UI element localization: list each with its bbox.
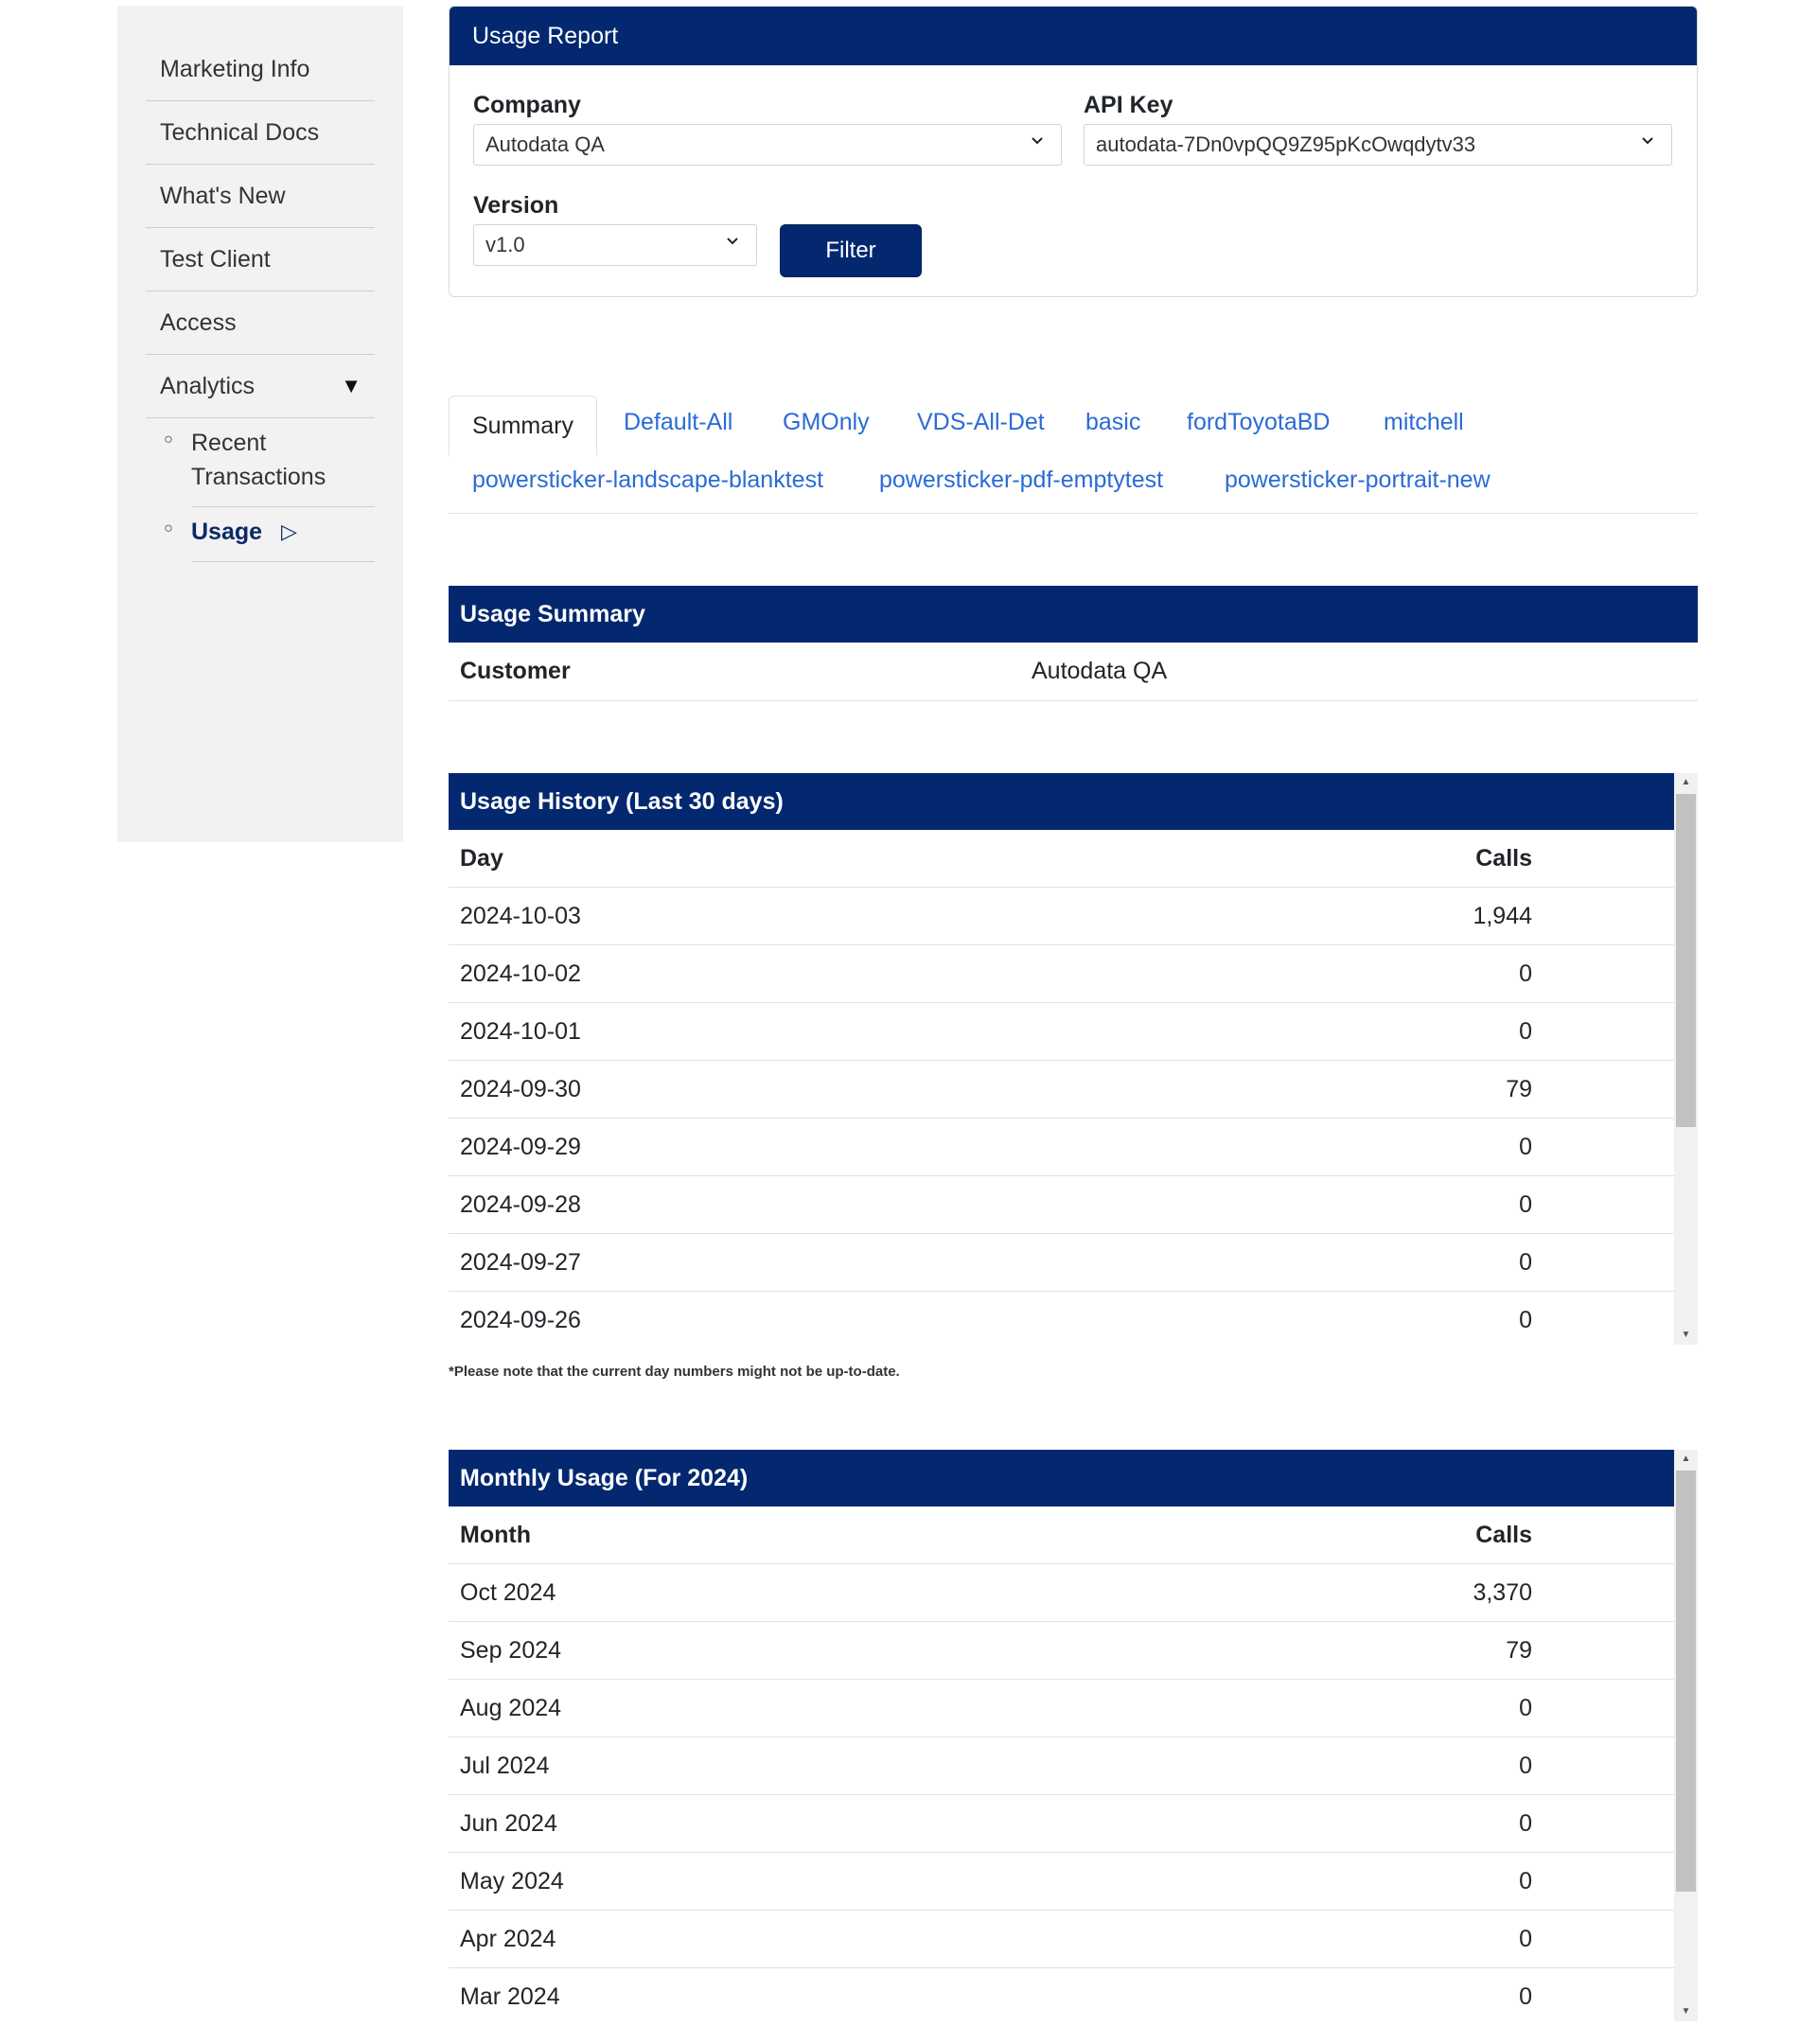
monthly-usage-table[interactable] [449, 1450, 1698, 2021]
config-tabs [449, 396, 1698, 514]
tab-default-all[interactable]: Default-All [624, 409, 733, 435]
sidebar-item-marketing-info[interactable] [146, 38, 375, 101]
tab-summary[interactable]: Summary [449, 396, 597, 456]
monthly-usage-scroll-area [449, 1450, 1674, 2021]
card-title: Usage Report [450, 7, 1697, 65]
tab-fordtoyotabd[interactable]: fordToyotaBD [1187, 409, 1331, 435]
tab-powersticker-portrait-new[interactable]: powersticker-portrait-new [1225, 467, 1491, 493]
scrollbar-thumb[interactable] [1676, 794, 1696, 1127]
scroll-down-icon[interactable]: ▼ [1681, 1330, 1691, 1340]
cell-calls: 1,944 [1473, 902, 1532, 929]
cell-calls: 0 [1519, 1306, 1532, 1333]
cell-month: Jun 2024 [460, 1809, 557, 1837]
column-header-month: Month [460, 1521, 531, 1548]
cell-day: 2024-09-30 [460, 1075, 581, 1102]
cell-calls: 0 [1519, 1133, 1532, 1160]
sidebar-item-analytics[interactable] [146, 355, 375, 418]
cell-calls: 79 [1506, 1075, 1532, 1102]
filter-button[interactable]: Filter [780, 224, 922, 277]
cell-day: 2024-10-02 [460, 960, 581, 987]
cell-month: Oct 2024 [460, 1578, 556, 1606]
cell-calls: 0 [1519, 1017, 1532, 1045]
tab-gmonly[interactable]: GMOnly [783, 409, 870, 435]
usage-report-card [449, 6, 1698, 297]
version-label: Version [473, 192, 559, 219]
table-row [449, 945, 1674, 1003]
sidebar-item-label: Marketing Info [160, 55, 310, 82]
cell-calls: 79 [1506, 1636, 1532, 1664]
table-row [449, 1119, 1674, 1176]
sidebar-item-label: Technical Docs [160, 118, 320, 146]
chevron-down-icon [1641, 134, 1654, 148]
cell-day: 2024-10-01 [460, 1017, 581, 1045]
analytics-submenu [146, 418, 375, 562]
column-header-calls: Calls [1475, 844, 1532, 872]
version-select-value: v1.0 [485, 233, 525, 256]
scrollbar-thumb[interactable] [1676, 1471, 1696, 1892]
bullet-icon: ○ [164, 432, 173, 448]
cell-month: Apr 2024 [460, 1925, 556, 1952]
table-row [449, 1176, 1674, 1234]
sidebar-item-label: Access [160, 308, 237, 336]
usage-history-title: Usage History (Last 30 days) [449, 773, 1674, 830]
table-row [449, 1234, 1674, 1292]
monthly-usage-title: Monthly Usage (For 2024) [449, 1450, 1674, 1507]
company-label: Company [473, 92, 581, 118]
scrollbar[interactable] [1674, 1450, 1698, 2021]
table-header-row [449, 830, 1674, 888]
cell-calls: 0 [1519, 1982, 1532, 2010]
table-row [449, 1737, 1674, 1795]
table-row [449, 1622, 1674, 1680]
tab-powersticker-landscape-blanktest[interactable]: powersticker-landscape-blanktest [472, 467, 824, 493]
tab-mitchell[interactable]: mitchell [1384, 409, 1464, 435]
table-row [449, 1911, 1674, 1968]
cell-calls: 0 [1519, 1694, 1532, 1721]
bullet-icon: ○ [164, 520, 173, 537]
api-key-select-value: autodata-7Dn0vpQQ9Z95pKcOwqdytv33 [1096, 132, 1476, 156]
sidebar-item-whats-new[interactable] [146, 165, 375, 228]
column-header-day: Day [460, 844, 503, 872]
play-outline-icon: ▷ [281, 520, 297, 543]
table-row [449, 1795, 1674, 1853]
tab-powersticker-pdf-emptytest[interactable]: powersticker-pdf-emptytest [879, 467, 1164, 493]
cell-calls: 0 [1519, 960, 1532, 987]
table-row [449, 888, 1674, 945]
scroll-up-icon[interactable]: ▲ [1681, 1454, 1691, 1464]
cell-day: 2024-10-03 [460, 902, 581, 929]
sidebar-item-test-client[interactable] [146, 228, 375, 291]
customer-value: Autodata QA [1032, 658, 1168, 684]
sidebar-subitem-label: Recent Transactions [191, 430, 326, 490]
table-row [449, 1680, 1674, 1737]
table-row [449, 1564, 1674, 1622]
table-row [449, 1292, 1674, 1345]
sidebar-item-technical-docs[interactable] [146, 101, 375, 165]
chevron-down-icon [1031, 134, 1044, 148]
chevron-down-icon [726, 235, 739, 248]
sidebar-item-label: Test Client [160, 245, 271, 273]
version-select[interactable] [473, 224, 757, 266]
cell-day: 2024-09-29 [460, 1133, 581, 1160]
cell-calls: 0 [1519, 1867, 1532, 1894]
customer-row [449, 643, 1698, 701]
cell-calls: 0 [1519, 1248, 1532, 1276]
cell-day: 2024-09-26 [460, 1306, 581, 1333]
tab-vds-all-det[interactable]: VDS-All-Det [917, 409, 1045, 435]
cell-month: Jul 2024 [460, 1752, 550, 1779]
cell-calls: 0 [1519, 1925, 1532, 1952]
tab-basic[interactable]: basic [1085, 409, 1141, 435]
table-row [449, 1061, 1674, 1119]
cell-month: May 2024 [460, 1867, 564, 1894]
cell-month: Mar 2024 [460, 1982, 560, 2010]
sidebar-subitem-recent-transactions[interactable] [146, 418, 375, 507]
table-row [449, 1853, 1674, 1911]
sidebar-item-label: What's New [160, 182, 286, 209]
company-select-value: Autodata QA [485, 132, 605, 156]
api-key-label: API Key [1084, 92, 1173, 118]
api-key-select[interactable] [1084, 124, 1672, 166]
sidebar-subitem-label: Usage [191, 519, 263, 545]
sidebar-subitem-usage[interactable] [146, 507, 375, 562]
scrollbar[interactable] [1674, 773, 1698, 1345]
cell-day: 2024-09-28 [460, 1190, 581, 1218]
table-header-row [449, 1507, 1674, 1564]
usage-history-scroll-area [449, 773, 1674, 1345]
customer-label: Customer [460, 658, 571, 684]
usage-summary-table [449, 586, 1698, 701]
monthly-usage-rows [449, 1564, 1674, 2021]
cell-month: Aug 2024 [460, 1694, 562, 1721]
sidebar-item-access[interactable] [146, 291, 375, 355]
cell-calls: 3,370 [1473, 1578, 1532, 1606]
usage-history-note: *Please note that the current day numbers might not be up-to-date. [449, 1364, 900, 1380]
usage-history-table[interactable] [449, 773, 1698, 1345]
sidebar [117, 6, 403, 842]
table-row [449, 1968, 1674, 2021]
cell-month: Sep 2024 [460, 1636, 562, 1664]
main-content [449, 6, 1698, 2021]
cell-calls: 0 [1519, 1752, 1532, 1779]
caret-down-icon: ▼ [341, 374, 362, 397]
scroll-up-icon[interactable]: ▲ [1681, 777, 1691, 787]
usage-history-rows [449, 888, 1674, 1345]
cell-calls: 0 [1519, 1190, 1532, 1218]
usage-summary-title: Usage Summary [449, 586, 1698, 643]
cell-calls: 0 [1519, 1809, 1532, 1837]
cell-day: 2024-09-27 [460, 1248, 581, 1276]
column-header-calls: Calls [1475, 1521, 1532, 1548]
sidebar-nav [146, 38, 375, 562]
company-select[interactable] [473, 124, 1062, 166]
scroll-down-icon[interactable]: ▼ [1681, 2006, 1691, 2017]
sidebar-item-label: Analytics [160, 372, 256, 399]
table-row [449, 1003, 1674, 1061]
